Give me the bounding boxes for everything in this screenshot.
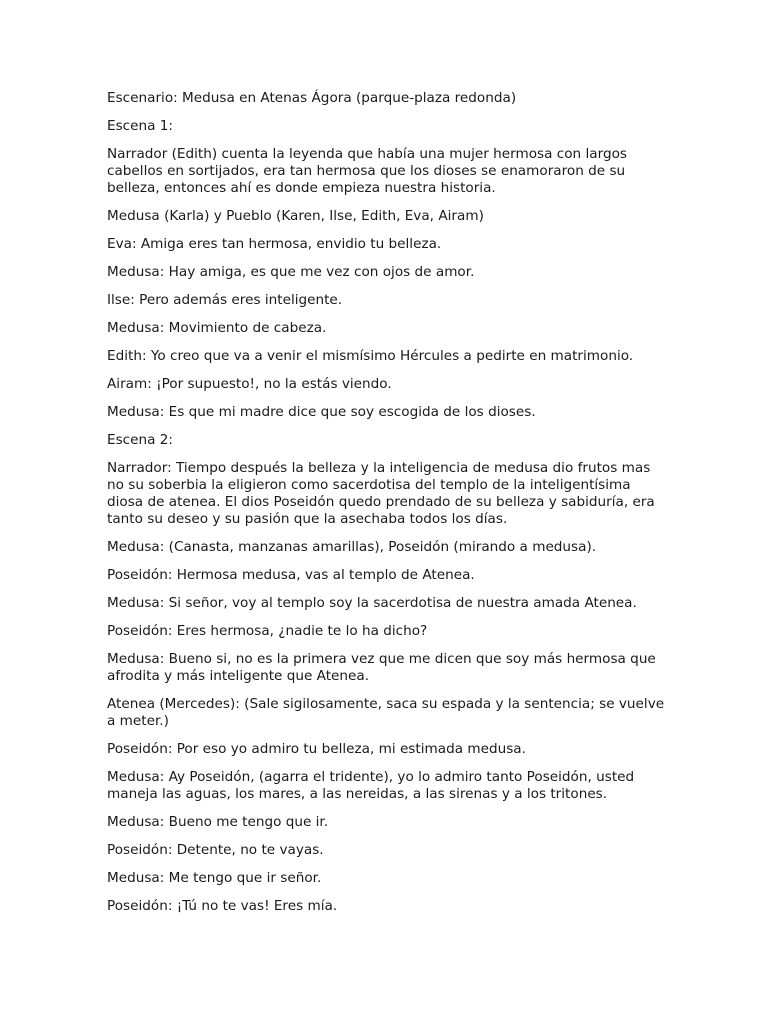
dialogue-line: Poseidón: Por eso yo admiro tu belleza, mi estimada medusa. (107, 741, 526, 757)
dialogue-line: Medusa: Si señor, voy al templo soy la sacerdotisa de nuestra amada Atenea. (107, 595, 637, 611)
dialogue-line: Medusa: Movimiento de cabeza. (107, 320, 327, 336)
dialogue-line: Poseidón: Hermosa medusa, vas al templo de Atenea. (107, 567, 475, 583)
cast-line: Medusa (Karla) y Pueblo (Karen, Ilse, Edith, Eva, Airam) (107, 208, 484, 224)
stage-direction: Atenea (Mercedes): (Sale sigilosamente, saca su espada y la sentencia; se vuelve a meter.) (107, 696, 665, 729)
dialogue-line: Eva: Amiga eres tan hermosa, envidio tu belleza. (107, 236, 442, 252)
dialogue-line: Airam: ¡Por supuesto!, no la estás viendo. (107, 376, 392, 392)
scene-heading: Escena 2: (107, 432, 174, 448)
narration-paragraph: Narrador: Tiempo después la belleza y la inteligencia de medusa dio frutos mas no su soberbia la eligieron como sacerdotisa del templo de la inteligentísima diosa de atenea. El dios Poseidón quedo prendado de su belleza y sabiduría, era tanto su deseo y su pasión que la asechaba todos los días. (107, 460, 655, 527)
dialogue-line: Poseidón: Eres hermosa, ¿nadie te lo ha dicho? (107, 623, 428, 639)
dialogue-line: Medusa: Hay amiga, es que me vez con ojos de amor. (107, 264, 475, 280)
dialogue-line: Poseidón: ¡Tú no te vas! Eres mía. (107, 898, 338, 914)
dialogue-line: Medusa: Es que mi madre dice que soy escogida de los dioses. (107, 404, 536, 420)
dialogue-line: Medusa: Ay Poseidón, (agarra el tridente), yo lo admiro tanto Poseidón, usted maneja las aguas, los mares, a las nereidas, a las sirenas y a los tritones. (107, 769, 635, 802)
stage-direction: Medusa: (Canasta, manzanas amarillas), Poseidón (mirando a medusa). (107, 539, 597, 555)
document-page (107, 90, 667, 926)
dialogue-line: Medusa: Bueno si, no es la primera vez que me dicen que soy más hermosa que afrodita y más inteligente que Atenea. (107, 651, 656, 684)
dialogue-line: Medusa: Me tengo que ir señor. (107, 870, 322, 886)
dialogue-line: Poseidón: Detente, no te vayas. (107, 842, 324, 858)
narration-paragraph: Narrador (Edith) cuenta la leyenda que había una mujer hermosa con largos cabellos en sortijados, era tan hermosa que los dioses se enamoraron de su belleza, entonces ahí es donde empieza nuestra historia. (107, 146, 627, 196)
scene-setting: Escenario: Medusa en Atenas Ágora (parque-plaza redonda) (107, 90, 517, 106)
dialogue-line: Ilse: Pero además eres inteligente. (107, 292, 343, 308)
scene-heading: Escena 1: (107, 118, 174, 134)
dialogue-line: Edith: Yo creo que va a venir el mismísimo Hércules a pedirte en matrimonio. (107, 348, 634, 364)
dialogue-line: Medusa: Bueno me tengo que ir. (107, 814, 329, 830)
